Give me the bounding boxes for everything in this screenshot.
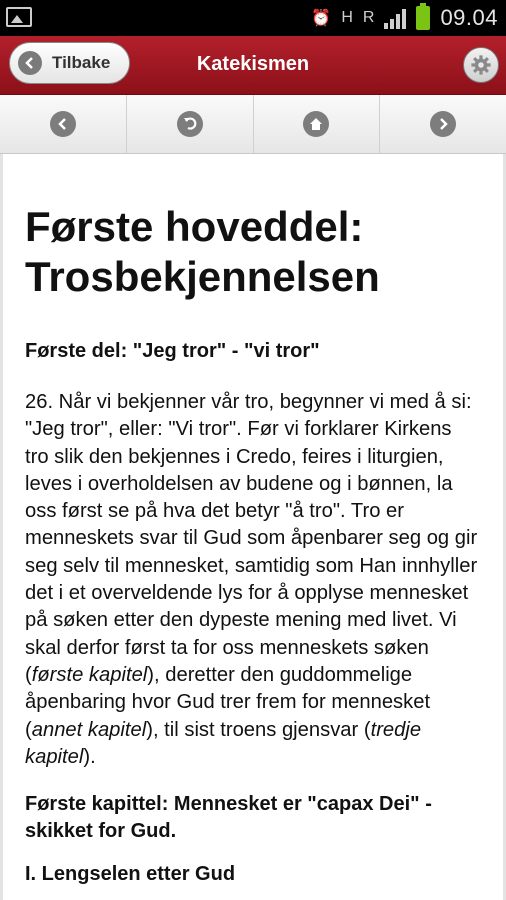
clock: 09.04 bbox=[440, 5, 498, 30]
return-arrow-icon bbox=[177, 111, 203, 137]
status-bar bbox=[0, 0, 506, 36]
paragraph-text: ). bbox=[83, 745, 96, 768]
previous-button[interactable] bbox=[0, 95, 127, 153]
chapter-section-heading: Første kapittel: Mennesket er "capax Dei" - skikket for Gud. bbox=[25, 793, 432, 843]
gear-icon bbox=[470, 54, 492, 76]
home-icon bbox=[303, 111, 329, 137]
partial-heading: I. Lengselen etter Gud bbox=[25, 863, 236, 886]
navigation-toolbar bbox=[0, 95, 506, 154]
back-button-label: Tilbake bbox=[52, 53, 111, 72]
network-h-indicator: H bbox=[341, 9, 353, 26]
paragraph-text: ), deretter den guddommelige åpenbaring hvor Gud trer frem for mennesket ( bbox=[25, 663, 431, 741]
alarm-icon: ⏰ bbox=[311, 10, 332, 27]
section-subheading: Første del: "Jeg tror" - "vi tror" bbox=[25, 340, 320, 362]
italic-reference: annet kapitel bbox=[31, 718, 147, 741]
paragraph-text: ), til sist troens gjensvar ( bbox=[146, 718, 371, 741]
battery-icon bbox=[416, 6, 430, 30]
return-button[interactable] bbox=[127, 95, 254, 153]
back-button[interactable] bbox=[9, 42, 130, 84]
chevron-left-icon bbox=[18, 51, 42, 75]
network-r-indicator: R bbox=[362, 9, 375, 26]
settings-button[interactable] bbox=[463, 47, 499, 83]
chevron-right-icon bbox=[430, 111, 456, 137]
image-notification-icon bbox=[6, 7, 32, 27]
app-header bbox=[0, 36, 506, 95]
signal-strength-icon bbox=[384, 7, 406, 29]
next-button[interactable] bbox=[380, 95, 506, 153]
paragraph-26 bbox=[25, 389, 480, 771]
chapter-heading: Første hoveddel: Trosbekjennelsen bbox=[25, 203, 380, 300]
italic-reference: tredje kapitel bbox=[25, 718, 422, 768]
page-title: Katekismen bbox=[196, 53, 310, 75]
italic-reference: første kapitel bbox=[31, 663, 148, 686]
paragraph-text: 26. Når vi bekjenner vår tro, begynner vi med å si: "Jeg tror", eller: "Vi tror". Før vi forklarer Kirkens tro slik den bekjennes i Credo, feires i liturgien, leves i overholdelsen av budene og i bønnen, la oss først se på hva det betyr "å tro". Tro er menneskets svar til Gud som åpenbarer seg og gir seg selv til mennesket, samtidig som Han innhyller det i et overveldende lys for å opplyse mennesket på søken etter den dypeste mening med livet. Vi skal derfor først ta for oss menneskets søken ( bbox=[25, 391, 478, 686]
home-button[interactable] bbox=[254, 95, 381, 153]
chevron-left-icon bbox=[50, 111, 76, 137]
catechism-content[interactable] bbox=[0, 154, 506, 900]
